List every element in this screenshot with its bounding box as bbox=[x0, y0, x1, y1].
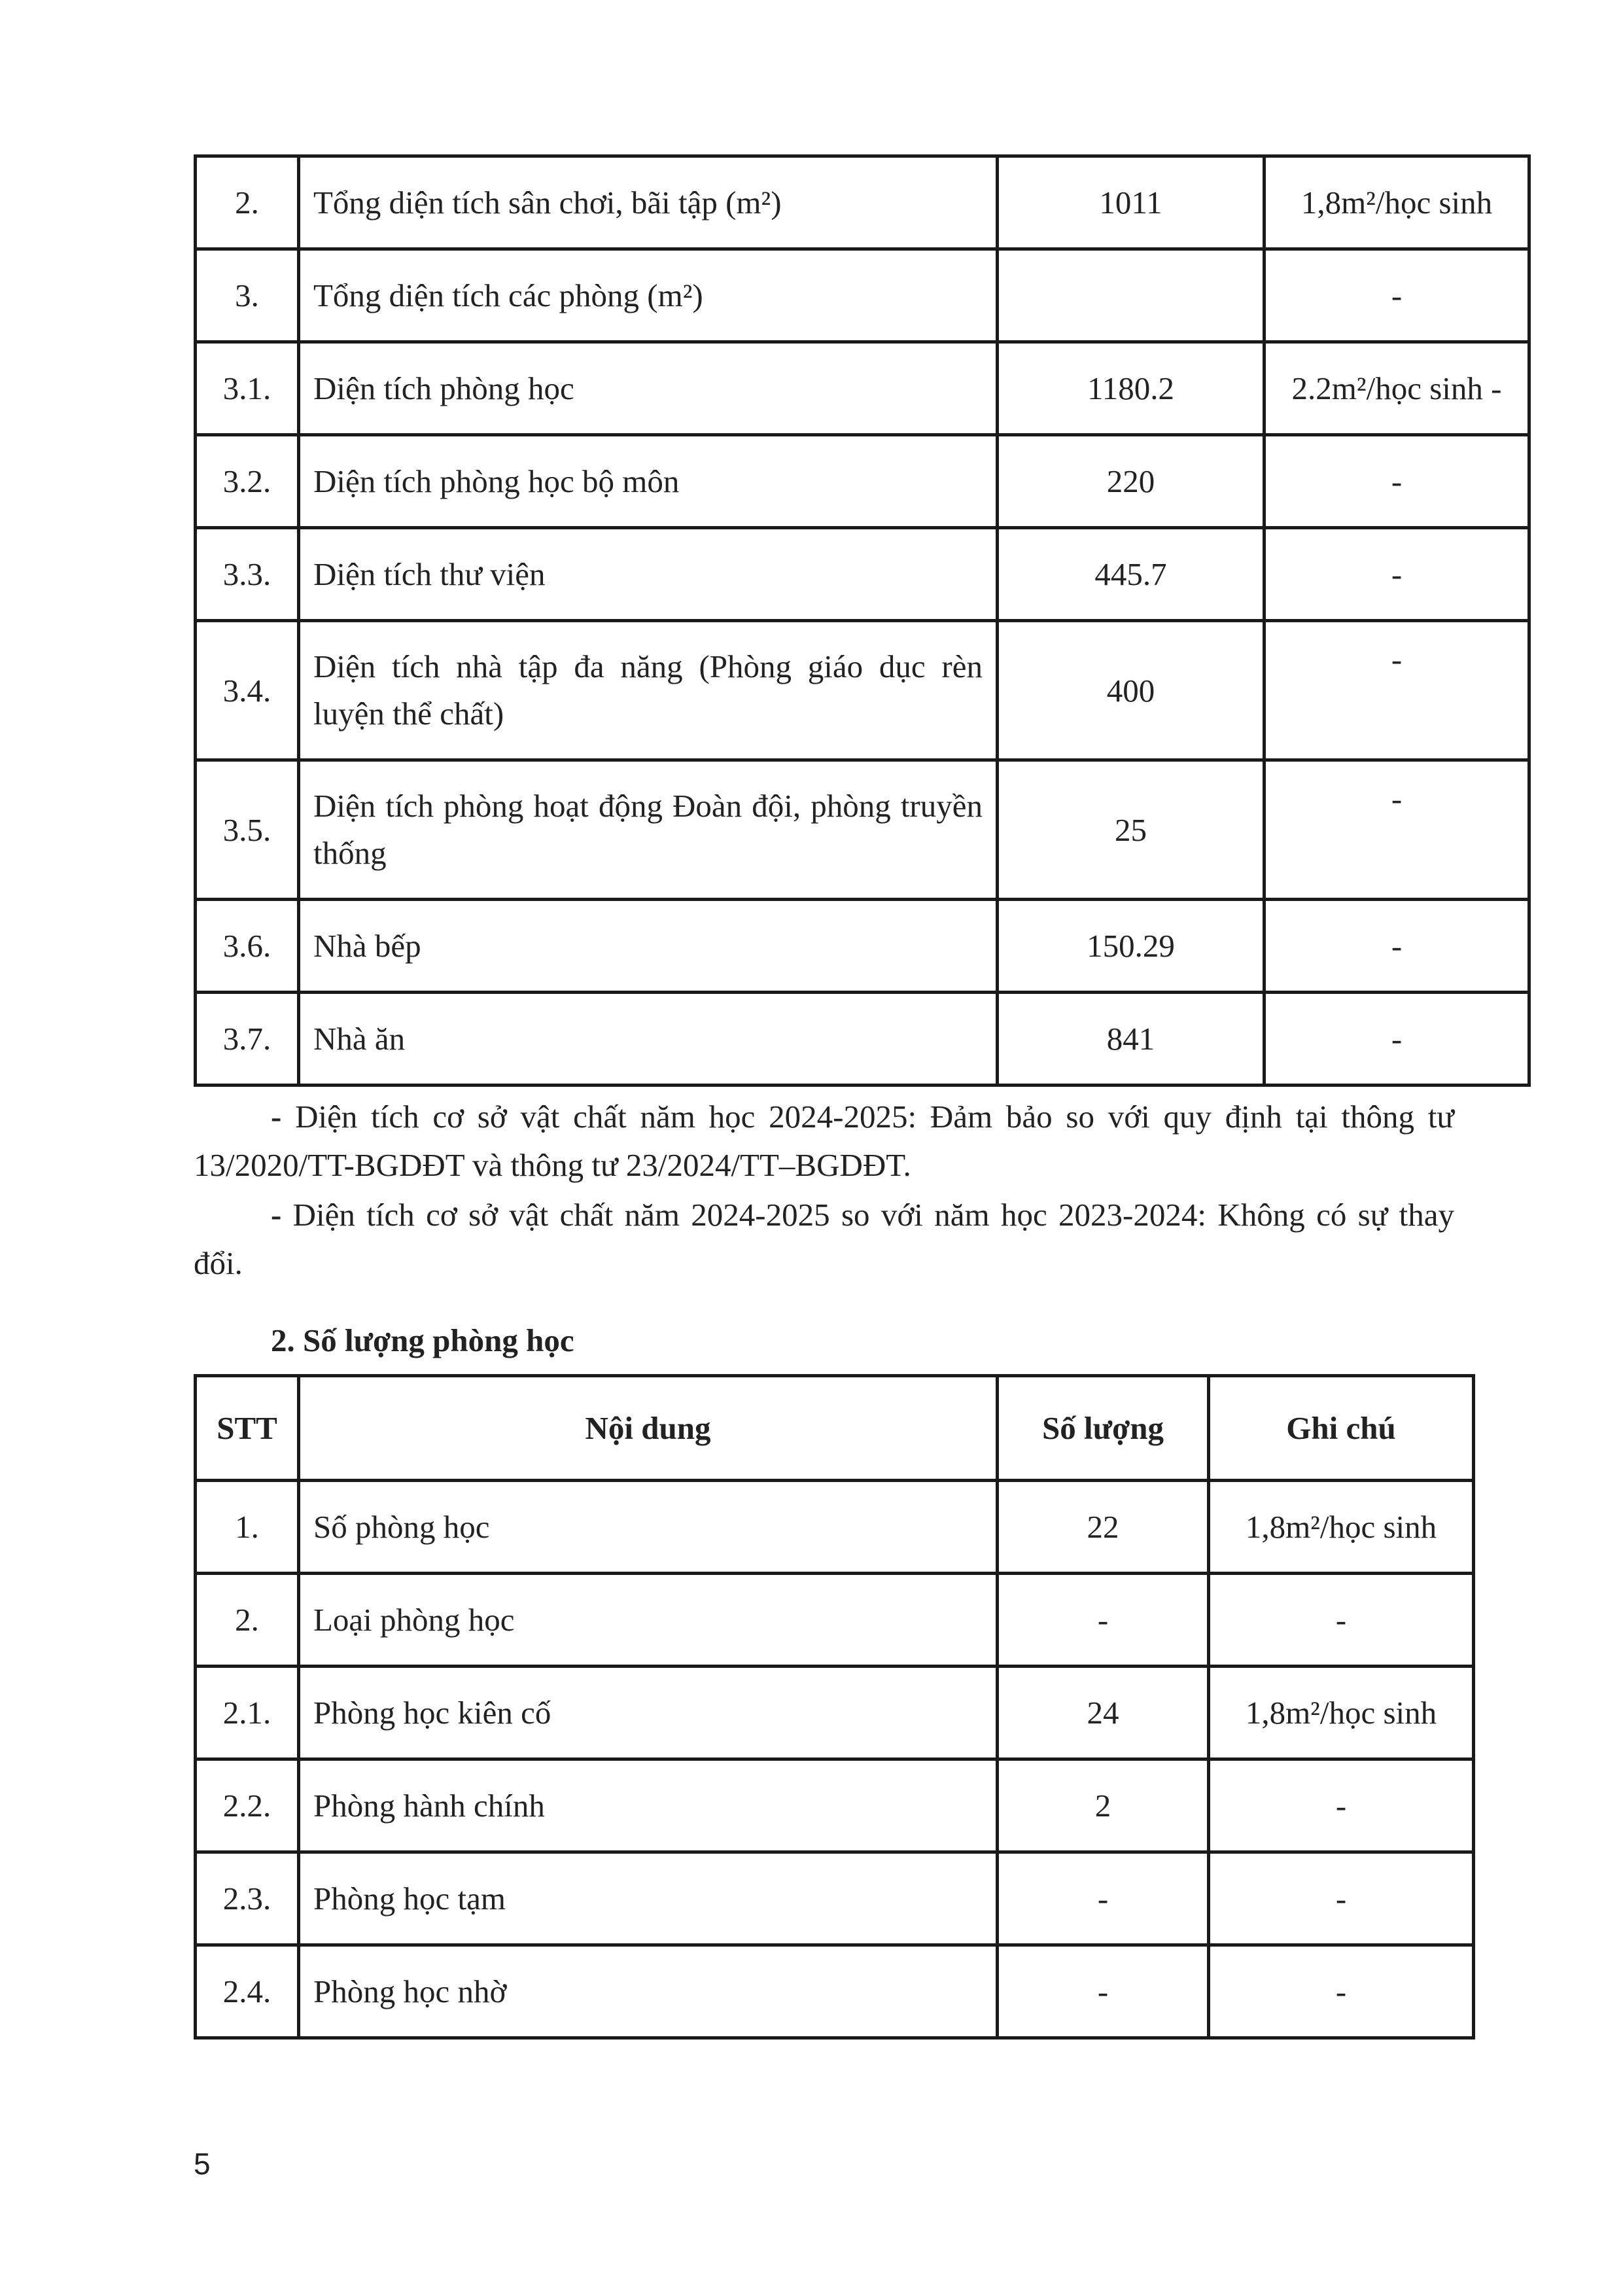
row-value: 841 bbox=[998, 993, 1265, 1086]
row-content: Loại phòng học bbox=[299, 1574, 998, 1667]
row-stt: 3.5. bbox=[196, 760, 299, 900]
row-note: - bbox=[1265, 249, 1529, 342]
row-note: - bbox=[1209, 1574, 1474, 1667]
section-heading: 2. Số lượng phòng học bbox=[271, 1322, 574, 1358]
row-content: Phòng học kiên cố bbox=[299, 1667, 998, 1759]
row-stt: 2. bbox=[196, 156, 299, 249]
row-stt: 2.3. bbox=[196, 1852, 299, 1945]
row-content: Diện tích phòng hoạt động Đoàn đội, phòng truyền thống bbox=[299, 760, 998, 900]
row-content: Tổng diện tích sân chơi, bãi tập (m²) bbox=[299, 156, 998, 249]
paragraph-area-compliance bbox=[194, 1093, 1454, 1190]
row-stt: 3.4. bbox=[196, 621, 299, 760]
row-content: Diện tích phòng học bộ môn bbox=[299, 435, 998, 528]
row-value: 150.29 bbox=[998, 900, 1265, 993]
row-stt: 2.1. bbox=[196, 1667, 299, 1759]
row-content: Nhà bếp bbox=[299, 900, 998, 993]
row-content: Phòng hành chính bbox=[299, 1759, 998, 1852]
row-stt: 3.1. bbox=[196, 342, 299, 435]
row-content: Nhà ăn bbox=[299, 993, 998, 1086]
row-note: 2.2m²/học sinh - bbox=[1265, 342, 1529, 435]
row-note: - bbox=[1209, 1945, 1474, 2038]
row-stt: 2.2. bbox=[196, 1759, 299, 1852]
row-note: 1,8m²/học sinh bbox=[1209, 1481, 1474, 1574]
row-content: Diện tích nhà tập đa năng (Phòng giáo dục rèn luyện thể chất) bbox=[299, 621, 998, 760]
table-row bbox=[196, 156, 1529, 249]
page-number: 5 bbox=[194, 2147, 211, 2181]
row-note: - bbox=[1265, 760, 1529, 900]
row-value: 220 bbox=[998, 435, 1265, 528]
table-row bbox=[196, 1945, 1474, 2038]
table-row bbox=[196, 342, 1529, 435]
row-note: 1,8m²/học sinh bbox=[1209, 1667, 1474, 1759]
table-row bbox=[196, 528, 1529, 621]
row-stt: 1. bbox=[196, 1481, 299, 1574]
paragraph-area-comparison bbox=[194, 1191, 1454, 1288]
row-content: Diện tích thư viện bbox=[299, 528, 998, 621]
row-value: 22 bbox=[998, 1481, 1209, 1574]
row-stt: 2.4. bbox=[196, 1945, 299, 2038]
bullet-dash: - bbox=[271, 1099, 282, 1135]
row-value: 445.7 bbox=[998, 528, 1265, 621]
row-content: Phòng học tạm bbox=[299, 1852, 998, 1945]
row-content: Số phòng học bbox=[299, 1481, 998, 1574]
row-note: - bbox=[1209, 1759, 1474, 1852]
table-row bbox=[196, 249, 1529, 342]
row-stt: 3.6. bbox=[196, 900, 299, 993]
row-content: Phòng học nhờ bbox=[299, 1945, 998, 2038]
header-note: Ghi chú bbox=[1209, 1376, 1474, 1481]
row-note: - bbox=[1265, 993, 1529, 1086]
table-row bbox=[196, 621, 1529, 760]
row-note: 1,8m²/học sinh bbox=[1265, 156, 1529, 249]
row-value: - bbox=[998, 1852, 1209, 1945]
table-row bbox=[196, 435, 1529, 528]
table-row bbox=[196, 1759, 1474, 1852]
header-quantity: Số lượng bbox=[998, 1376, 1209, 1481]
row-stt: 3.3. bbox=[196, 528, 299, 621]
row-stt: 3.7. bbox=[196, 993, 299, 1086]
classroom-count-table bbox=[194, 1374, 1475, 2040]
row-note: - bbox=[1209, 1852, 1474, 1945]
row-note: - bbox=[1265, 621, 1529, 760]
bullet-dash: - bbox=[271, 1197, 282, 1233]
row-value: 2 bbox=[998, 1759, 1209, 1852]
row-stt: 3. bbox=[196, 249, 299, 342]
row-stt: 3.2. bbox=[196, 435, 299, 528]
table-header-row bbox=[196, 1376, 1474, 1481]
row-value: 1011 bbox=[998, 156, 1265, 249]
row-note: - bbox=[1265, 435, 1529, 528]
table-row bbox=[196, 900, 1529, 993]
paragraph-text: Diện tích cơ sở vật chất năm học 2024-2025: Đảm bảo so với quy định tại thông tư 13/2020/TT-BGDĐT và thông tư 23/2024/TT–BGDĐT. bbox=[194, 1099, 1454, 1183]
row-value: - bbox=[998, 1945, 1209, 2038]
header-stt: STT bbox=[196, 1376, 299, 1481]
row-value: 1180.2 bbox=[998, 342, 1265, 435]
table-row bbox=[196, 1667, 1474, 1759]
table-row bbox=[196, 1574, 1474, 1667]
row-value: 25 bbox=[998, 760, 1265, 900]
row-value: - bbox=[998, 1574, 1209, 1667]
row-value: 400 bbox=[998, 621, 1265, 760]
row-stt: 2. bbox=[196, 1574, 299, 1667]
row-note: - bbox=[1265, 900, 1529, 993]
row-content: Tổng diện tích các phòng (m²) bbox=[299, 249, 998, 342]
row-value: 24 bbox=[998, 1667, 1209, 1759]
facility-area-table bbox=[194, 154, 1531, 1087]
row-value bbox=[998, 249, 1265, 342]
table-row bbox=[196, 760, 1529, 900]
row-note: - bbox=[1265, 528, 1529, 621]
row-content: Diện tích phòng học bbox=[299, 342, 998, 435]
paragraph-text: Diện tích cơ sở vật chất năm 2024-2025 so với năm học 2023-2024: Không có sự thay đổi. bbox=[194, 1197, 1454, 1281]
header-content: Nội dung bbox=[299, 1376, 998, 1481]
table-row bbox=[196, 1852, 1474, 1945]
table-row bbox=[196, 1481, 1474, 1574]
table-row bbox=[196, 993, 1529, 1086]
